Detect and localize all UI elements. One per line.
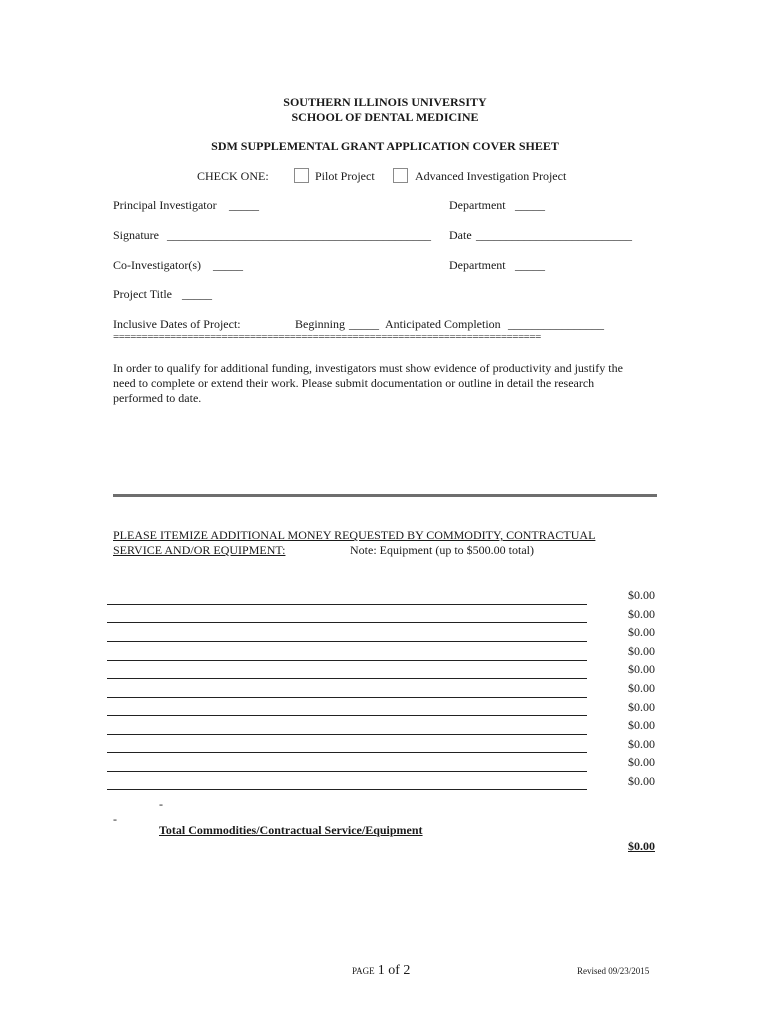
separator-line: ===========================================================================: [113, 331, 541, 343]
department-2-field[interactable]: _____: [515, 258, 545, 272]
itemize-heading-line-2: SERVICE AND/OR EQUIPMENT:: [113, 543, 286, 557]
item-amount: $0.00: [628, 588, 655, 602]
item-amount: $0.00: [628, 644, 655, 658]
item-line[interactable]: [107, 715, 587, 716]
item-line[interactable]: [107, 752, 587, 753]
item-amount: $0.00: [628, 607, 655, 621]
item-amount: $0.00: [628, 625, 655, 639]
beginning-field[interactable]: _____: [349, 317, 379, 331]
dash-marker: -: [159, 797, 163, 811]
item-line[interactable]: [107, 678, 587, 679]
advanced-investigation-checkbox[interactable]: [393, 168, 408, 183]
item-amount: $0.00: [628, 718, 655, 732]
instructions-line-3: performed to date.: [113, 391, 202, 405]
pilot-project-label: Pilot Project: [315, 169, 375, 183]
university-name: SOUTHERN ILLINOIS UNIVERSITY: [283, 95, 487, 109]
date-label: Date: [449, 228, 472, 242]
item-line[interactable]: [107, 789, 587, 790]
date-field[interactable]: __________________________: [476, 228, 632, 242]
item-line[interactable]: [107, 622, 587, 623]
item-line[interactable]: [107, 697, 587, 698]
anticipated-completion-field[interactable]: ________________: [508, 317, 604, 331]
department-label: Department: [449, 198, 506, 212]
department-2-label: Department: [449, 258, 506, 272]
project-title-field[interactable]: _____: [182, 287, 212, 301]
section-divider: [113, 494, 657, 497]
principal-investigator-field[interactable]: _____: [229, 198, 259, 212]
page-prefix: PAGE: [352, 966, 375, 976]
co-investigator-field[interactable]: _____: [213, 258, 243, 272]
inclusive-dates-label: Inclusive Dates of Project:: [113, 317, 241, 331]
advanced-investigation-label: Advanced Investigation Project: [415, 169, 567, 183]
instructions-line-1: In order to qualify for additional funding, investigators must show evidence of productivity and justify the: [113, 361, 623, 375]
anticipated-completion-label: Anticipated Completion: [385, 317, 501, 331]
item-line[interactable]: [107, 660, 587, 661]
signature-field[interactable]: ____________________________________________: [167, 228, 431, 242]
item-line[interactable]: [107, 641, 587, 642]
project-title-label: Project Title: [113, 287, 173, 301]
pilot-project-checkbox[interactable]: [294, 168, 309, 183]
instructions-line-2: need to complete or extend their work. Please submit documentation or outline in detail the research: [113, 376, 595, 390]
itemize-heading-line-1: PLEASE ITEMIZE ADDITIONAL MONEY REQUESTED BY COMMODITY, CONTRACTUAL: [113, 528, 596, 542]
beginning-label: Beginning: [295, 317, 345, 331]
equipment-note: Note: Equipment (up to $500.00 total): [350, 543, 534, 557]
signature-label: Signature: [113, 228, 159, 242]
page-indicator: [352, 963, 410, 979]
item-amount: $0.00: [628, 681, 655, 695]
item-line[interactable]: [107, 604, 587, 605]
item-line[interactable]: [107, 771, 587, 772]
page-number: 1 of 2: [377, 963, 411, 978]
total-label: Total Commodities/Contractual Service/Equipment: [159, 823, 423, 837]
item-amount: $0.00: [628, 662, 655, 676]
item-amount: $0.00: [628, 755, 655, 769]
revised-date: Revised 09/23/2015: [577, 966, 650, 976]
item-amount: $0.00: [628, 737, 655, 751]
department-field[interactable]: _____: [515, 198, 545, 212]
co-investigator-label: Co-Investigator(s): [113, 258, 201, 272]
school-name: SCHOOL OF DENTAL MEDICINE: [291, 110, 479, 124]
item-amount: $0.00: [628, 700, 655, 714]
check-one-label: CHECK ONE:: [197, 169, 269, 183]
dash-marker: -: [113, 812, 117, 826]
principal-investigator-label: Principal Investigator: [113, 198, 217, 212]
form-title: SDM SUPPLEMENTAL GRANT APPLICATION COVER SHEET: [211, 139, 559, 153]
item-amount: $0.00: [628, 774, 655, 788]
total-value: $0.00: [628, 839, 655, 853]
item-line[interactable]: [107, 734, 587, 735]
